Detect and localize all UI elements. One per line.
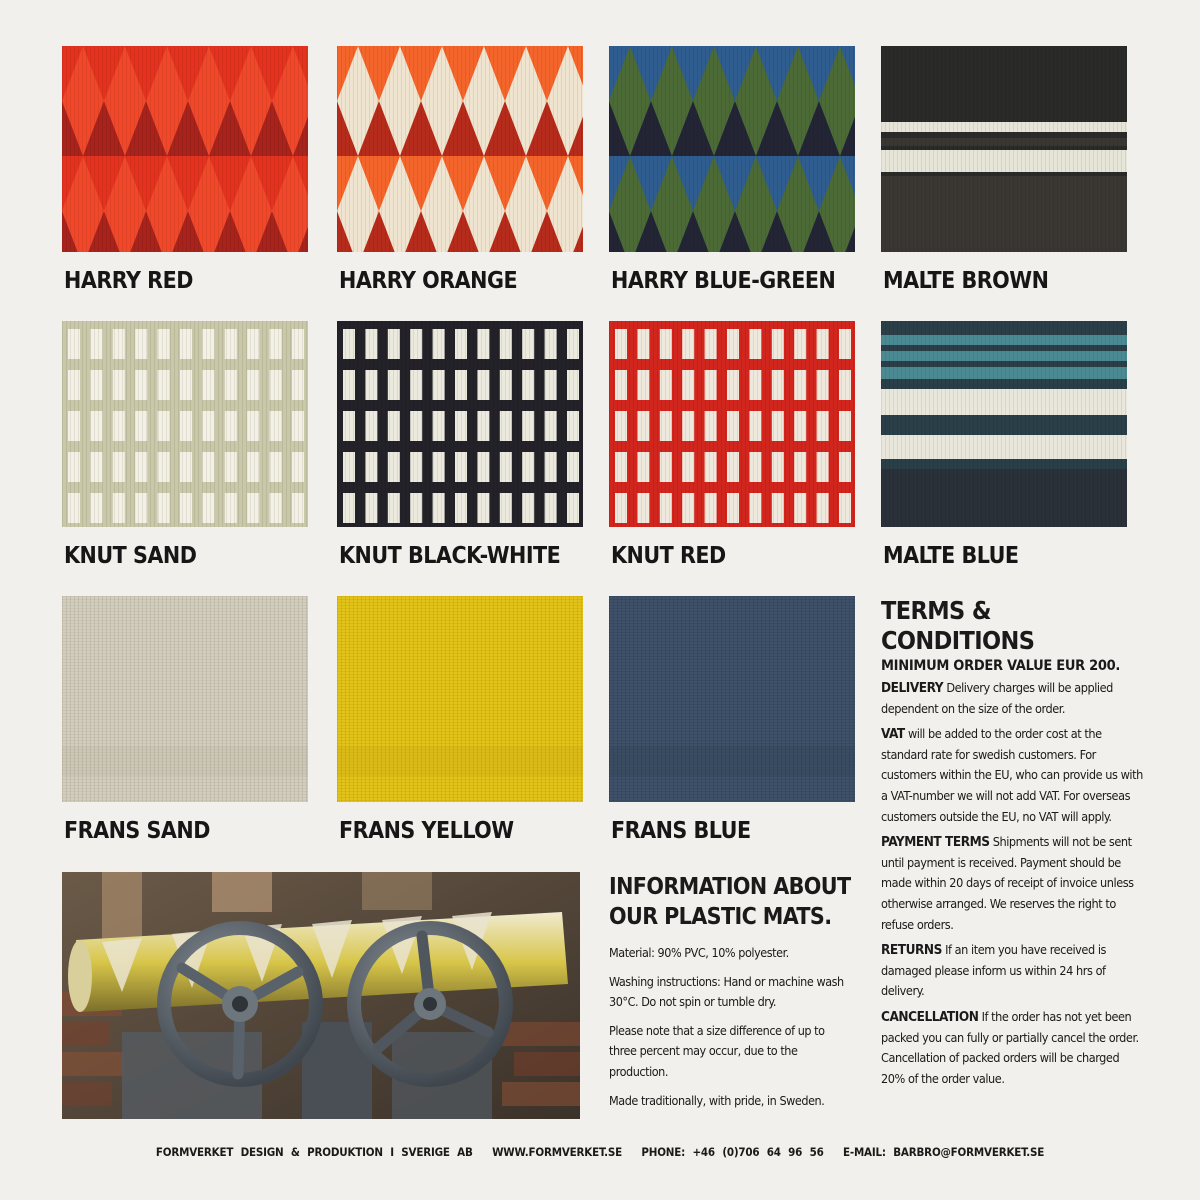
terms-label: DELIVERY <box>881 680 944 696</box>
swatch-texture <box>337 46 583 252</box>
footer-phone: PHONE: +46 (0)706 64 96 56 <box>641 1145 824 1159</box>
swatch-image-frans-yellow <box>337 596 583 802</box>
terms-text: Delivery charges will be applied dependent on the size of the order. <box>881 680 1113 716</box>
info-washing: Washing instructions: Hand or machine wash 30°C. Do not spin or tumble dry. <box>609 973 844 1010</box>
product-photo <box>62 872 580 1119</box>
terms-label: PAYMENT TERMS <box>881 834 990 851</box>
swatch-label: FRANS YELLOW <box>339 818 514 844</box>
swatch-frans-blue <box>609 596 855 844</box>
terms-text: If an item you have received is damaged please inform us within 24 hrs of delivery. <box>881 942 1107 999</box>
swatch-texture <box>609 321 855 527</box>
swatch-texture <box>609 46 855 252</box>
swatch-label: FRANS SAND <box>64 818 210 844</box>
swatch-knut-red <box>609 321 855 569</box>
terms-payment <box>881 832 1143 935</box>
swatch-knut-black-white <box>337 321 583 569</box>
swatch-image-frans-blue <box>609 596 855 802</box>
swatch-image-knut-black-white <box>337 321 583 527</box>
swatch-harry-blue-green <box>609 46 855 294</box>
swatch-harry-orange <box>337 46 583 294</box>
info-size-note: Please note that a size difference of up to three percent may occur, due to the production. <box>609 1022 825 1079</box>
swatch-image-harry-blue-green <box>609 46 855 252</box>
photo-valves-rolled-mat <box>62 872 580 1119</box>
swatch-label: HARRY RED <box>64 268 193 294</box>
swatch-texture <box>337 321 583 527</box>
swatch-texture <box>881 321 1127 527</box>
swatch-malte-blue <box>881 321 1127 569</box>
swatch-image-malte-blue <box>881 321 1127 527</box>
terms-vat <box>881 724 1143 827</box>
terms-delivery <box>881 678 1143 719</box>
footer-email[interactable]: E-MAIL: BARBRO@FORMVERKET.SE <box>842 1145 1045 1159</box>
terms-label: VAT <box>881 726 905 743</box>
swatch-label: KNUT RED <box>611 543 726 569</box>
terms-cancellation <box>881 1007 1143 1089</box>
swatch-image-knut-red <box>609 321 855 527</box>
swatch-malte-brown <box>881 46 1127 294</box>
footer-company: FORMVERKET DESIGN & PRODUKTION I SVERIGE AB <box>155 1145 473 1159</box>
swatch-image-knut-sand <box>62 321 308 527</box>
swatch-frans-yellow <box>337 596 583 844</box>
terms-and-conditions <box>881 596 1143 1094</box>
info-material: Material: 90% PVC, 10% polyester. <box>609 945 789 960</box>
swatch-label: HARRY ORANGE <box>339 268 518 294</box>
info-title: INFORMATION ABOUT OUR PLASTIC MATS. <box>609 874 851 930</box>
terms-text: will be added to the order cost at the standard rate for swedish customers. For customers within the EU, who can provide us with a VAT-number we will not add VAT. For overseas customers outside the EU, no VAT will apply. <box>881 726 1143 824</box>
swatch-texture <box>62 596 308 802</box>
swatch-image-harry-red <box>62 46 308 252</box>
swatch-label: MALTE BLUE <box>883 543 1019 569</box>
terms-title: TERMS & CONDITIONS <box>881 596 1035 655</box>
terms-label: CANCELLATION <box>881 1008 979 1025</box>
swatch-label: MALTE BROWN <box>883 268 1049 294</box>
swatch-image-harry-orange <box>337 46 583 252</box>
swatch-texture <box>881 46 1127 252</box>
swatch-frans-sand <box>62 596 308 844</box>
swatch-texture <box>609 596 855 802</box>
terms-label: RETURNS <box>881 942 942 959</box>
swatch-image-frans-sand <box>62 596 308 802</box>
minimum-order: MINIMUM ORDER VALUE EUR 200. <box>881 658 1121 674</box>
footer-website[interactable]: WWW.FORMVERKET.SE <box>492 1145 622 1159</box>
terms-text: Shipments will not be sent until payment is received. Payment should be made within 20 days of receipt of invoice unless otherwise arranged. We reserves the right to refuse orders. <box>881 834 1134 932</box>
terms-returns <box>881 940 1143 1002</box>
swatch-texture <box>62 321 308 527</box>
swatch-knut-sand <box>62 321 308 569</box>
swatch-texture <box>337 596 583 802</box>
swatch-label: KNUT BLACK-WHITE <box>339 543 561 569</box>
plastic-mats-info <box>609 872 855 1119</box>
swatch-label: HARRY BLUE-GREEN <box>611 268 836 294</box>
info-made: Made traditionally, with pride, in Sweden. <box>609 1092 825 1108</box>
footer-contact <box>0 1145 1200 1159</box>
swatch-image-malte-brown <box>881 46 1127 252</box>
swatch-label: KNUT SAND <box>64 543 197 569</box>
swatch-label: FRANS BLUE <box>611 818 751 844</box>
terms-text: If the order has not yet been packed you can fully or partially cancel the order. Cancellation of packed orders will be charged 20% of the order value. <box>881 1008 1139 1086</box>
swatch-texture <box>62 46 308 252</box>
swatch-harry-red <box>62 46 308 294</box>
